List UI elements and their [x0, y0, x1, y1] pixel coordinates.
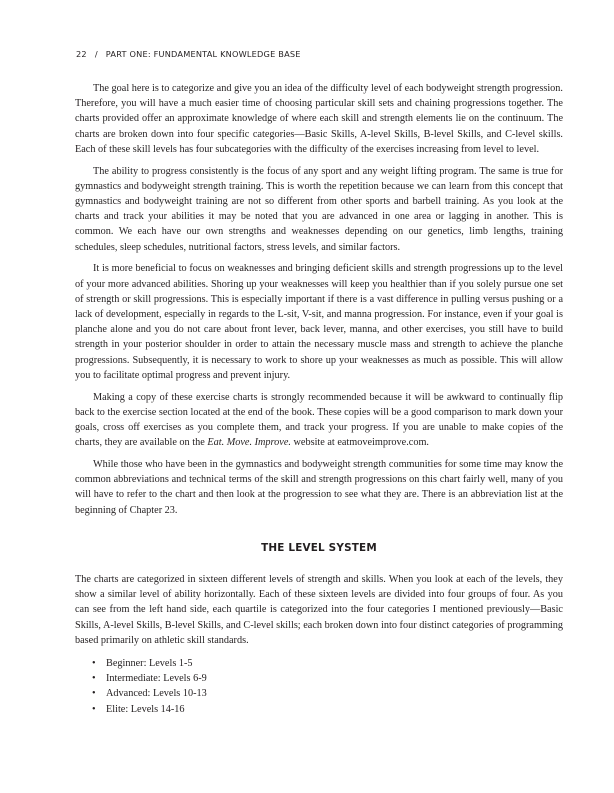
- paragraph-progress: The ability to progress consistently is the focus of any sport and any weight lifting program. The same is true for gymnastics and bodyweight strength training. This is worth the repetition because we can learn from this concept that gymnastics and bodyweight training are not so different from other sports and barbell training. As you look at the charts and track your abilities it may be noted that you are advanced in one area or lagging in another. This is common. We each have our own strengths and weaknesses depending on our genetics, limb lengths, training schedules, sleep schedules, nutritional factors, stress levels, and similar factors.: [75, 165, 563, 253]
- bullet: •: [92, 673, 96, 685]
- copy-charts-text-before: Making a copy of these exercise charts is strongly recommended because it will be awkward to continually flip back to the exercise section located at the end of the book. These copies will be a good comparison to mark down your goals, cross off exercises as you complete them, and track your progress. If you are unable to make copies of the charts, they are available on the: [75, 391, 563, 449]
- paragraph-weaknesses: It is more beneficial to focus on weaknesses and bringing deficient skills and strength progressions up to the level of your more advanced abilities. Shoring up your weaknesses will keep you healthier than if you solely pursue one set of strength or skill progressions. This is especially important if there is a vast difference in pulling versus pushing or a lack of development, especially in regards to the L-sit, V-sit, and manna progression. For instance, even if your goal is planche alone and you do not care about front lever, back lever, manna, and other exercises, you still have to build strength in your posterior shoulder in order to attain the necessary muscle mass and strength to achieve the planche progressions. Subsequently, it is necessary to work to shore up your weaknesses as much as possible. This will allow you to facilitate optimal progress and prevent injury.: [75, 263, 563, 381]
- list-item: [75, 656, 563, 671]
- website-name: Eat. Move. Improve.: [207, 437, 291, 449]
- paragraph-copy-charts: [75, 390, 563, 451]
- list-item-label: Advanced: Levels 10-13: [106, 688, 207, 700]
- bullet: •: [92, 688, 96, 700]
- list-item: [75, 686, 563, 701]
- bullet: •: [92, 658, 96, 670]
- list-item: [75, 702, 563, 717]
- level-list: [75, 656, 563, 717]
- paragraph-goal: The goal here is to categorize and give you an idea of the difficulty level of each bodyweight strength progression. Therefore, you will have a much easier time of choosing particular skill sets and chaining progressions together. The charts provided offer an approximate knowledge of where each skill and strength elements lie on the continuum. The charts are broken down into four specific categories—Basic Skills, A-level Skills, B-level Skills, and C-level skills. Each of these skill levels has four subcategories with the difficulty of the exercises increasing from level to level.: [75, 83, 563, 155]
- section-name: PART ONE: FUNDAMENTAL KNOWLEDGE BASE: [105, 49, 301, 59]
- page-number: 22: [76, 49, 87, 59]
- bullet: •: [92, 703, 96, 715]
- list-item-label: Elite: Levels 14-16: [106, 703, 185, 715]
- list-item: [75, 671, 563, 686]
- copy-charts-text-after: website at eatmoveimprove.com.: [290, 437, 429, 449]
- main-text: [75, 81, 563, 717]
- header-separator: /: [94, 49, 98, 59]
- paragraph-level-intro: The charts are categorized in sixteen different levels of strength and skills. When you look at each of the levels, they show a similar level of ability horizontally. Each of these sixteen levels are divided into four groups of four. As you can see from the left hand side, each quartile is categorized into the four categories I mentioned previously—Basic Skills, A-level Skills, B-level Skills, and C-level skills; each broken down into four distinct categories of programming based primarily on athletic skill standards.: [75, 574, 563, 646]
- paragraph-abbreviations: While those who have been in the gymnastics and bodyweight strength communities for some time may know the common abbreviations and technical terms of the skill and strength progressions on this chart fairly well, many of you will have to refer to the chart and then look at the progression to see what they are. There is an abbreviation list at the beginning of Chapter 23.: [75, 459, 563, 516]
- list-item-label: Intermediate: Levels 6-9: [106, 673, 207, 685]
- list-item-label: Beginner: Levels 1-5: [106, 658, 193, 670]
- running-head: [76, 49, 301, 59]
- section-title: THE LEVEL SYSTEM: [261, 541, 377, 554]
